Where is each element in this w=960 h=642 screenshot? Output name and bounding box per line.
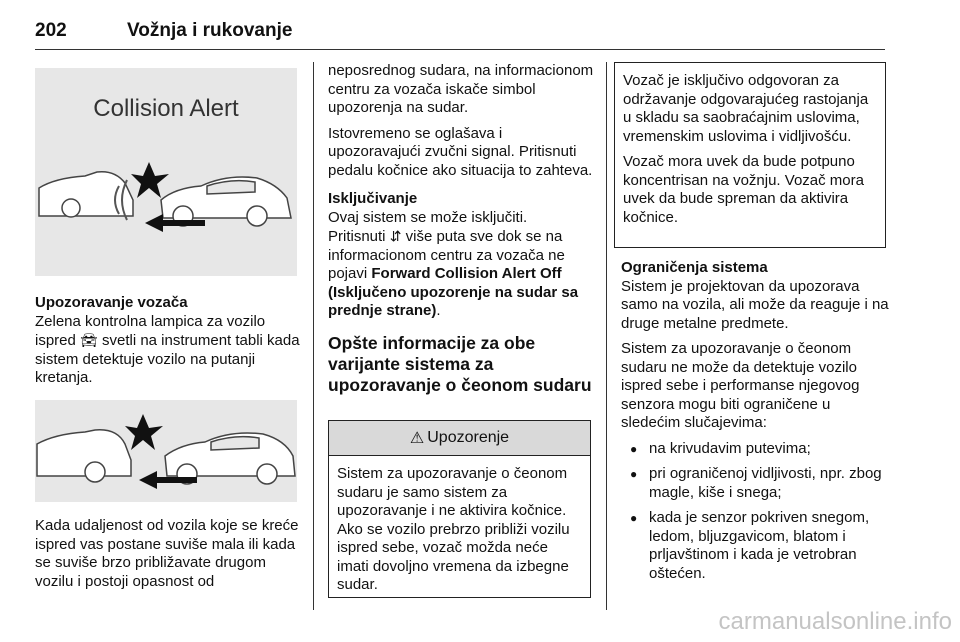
bullet-list bbox=[621, 440, 889, 584]
chapter-title: Vožnja i rukovanje bbox=[127, 20, 293, 41]
list-item: ● pri ograničenoj vidljivosti, npr. zbog magle, kiše i snega; bbox=[621, 465, 889, 502]
paragraph-text: Pritisnuti bbox=[328, 228, 386, 245]
column-divider-2 bbox=[606, 62, 607, 610]
message-text: Forward Collision Alert Off (Isključeno upozorenje na sudar sa prednje strane) bbox=[328, 265, 579, 319]
note-paragraph-1: Vozač je isključivo odgovoran za održavanje odgovarajućeg rastojanja u skladu sa saobraćajnim uslovima, vremenskim uslovima i vidljivošću. bbox=[623, 72, 869, 145]
collision-alert-graphic bbox=[35, 68, 297, 276]
warning-triangle-icon: ⚠ bbox=[409, 430, 425, 447]
warning-box bbox=[328, 420, 591, 598]
page-number: 202 bbox=[35, 20, 67, 41]
paragraph-warning-symbol: neposrednog sudara, na informacionom centru za vozača iskače simbol upozorenja na sudar. bbox=[328, 62, 594, 116]
note-box bbox=[614, 62, 886, 248]
collision-alert-button-icon: ⇵ bbox=[389, 228, 402, 244]
col2-text bbox=[328, 62, 596, 405]
subhead-deactivation: Isključivanje bbox=[328, 190, 418, 207]
car-front-icon: 🚘︎ bbox=[80, 332, 98, 348]
subhead-system-limits: Ograničenja sistema bbox=[621, 259, 768, 276]
collision-alert-title: Collision Alert bbox=[93, 95, 239, 122]
paragraph-distance: Kada udaljenost od vozila koje se kreće ispred vas postane suviše mala ili kada se suviše brzo približavate drugom vozilu i postoji opasnost od bbox=[35, 517, 299, 590]
subhead-driver-warning: Upozoravanje vozača bbox=[35, 294, 188, 311]
list-item: ● kada je senzor pokriven snegom, ledom, bljuzgavicom, blatom i prljavštinom i kada je vetrobran oštećen. bbox=[621, 509, 889, 583]
warning-header bbox=[329, 421, 590, 456]
car-icon bbox=[165, 433, 295, 484]
collision-alert-illustration bbox=[35, 68, 297, 276]
collision-star-icon bbox=[125, 414, 163, 450]
paragraph-text: Sistem je projektovan da upozorava samo na vozila, ali može da reaguje i na druge metalne predmete. bbox=[621, 277, 889, 332]
warning-text: Sistem za upozoravanje o čeonom sudaru je samo sistem za upozoravanje i ne aktivira kočnice. Ako se vozilo prebrzo približi vozilu ispred sebe, vozač možda neće imati dovoljno vremena da izbegne sudar. bbox=[337, 465, 570, 593]
col1-lower-text bbox=[35, 517, 300, 598]
paragraph-indicator bbox=[35, 313, 300, 388]
car-icon bbox=[37, 430, 131, 482]
paragraph-limitations: Sistem za upozoravanje o čeonom sudaru ne može da detektuje vozilo ispred sebe i performanse njegovog senzora mogu biti ograničene u sledećim slučajevima: bbox=[621, 340, 860, 431]
collision-star-icon bbox=[131, 162, 169, 198]
subsection-deactivation bbox=[328, 190, 596, 321]
watermark: carmanualsonline.info bbox=[718, 608, 952, 635]
paragraph-text: Zelena kontrolna lampica za vozilo ispred bbox=[35, 312, 266, 349]
paragraph-text: . bbox=[436, 302, 441, 319]
paragraph-audible-signal: Istovremeno se oglašava i upozoravajući zvučni signal. Pritisnuti pedalu kočnice ako situacija to zahteva. bbox=[328, 124, 593, 179]
col1-upper-text bbox=[35, 294, 300, 395]
paragraph-text: više puta sve dok se na informacionom centru za vozača ne pojavi bbox=[328, 228, 565, 282]
column-divider-1 bbox=[313, 62, 314, 610]
note-paragraph-2: Vozač mora uvek da bude potpuno koncentrisan na vožnju. Vozač mora uvek da bude spreman da aktivira kočnice. bbox=[623, 153, 864, 226]
col3-text bbox=[621, 259, 889, 590]
car-icon bbox=[39, 172, 133, 217]
vehicle-approach-graphic bbox=[35, 400, 297, 502]
warning-title: Upozorenje bbox=[427, 429, 510, 446]
list-item: ● na krivudavim putevima; bbox=[621, 440, 889, 459]
page-header bbox=[35, 14, 885, 50]
paragraph-text: Ovaj sistem se može isključiti. bbox=[328, 208, 528, 226]
car-icon bbox=[161, 177, 291, 226]
vehicle-approach-illustration bbox=[35, 400, 297, 502]
paragraph-text: svetli na instrument tabli kada sistem detektuje vozilo na putanji kretanja. bbox=[35, 332, 300, 386]
subsection-limits bbox=[621, 259, 889, 333]
section-title: Opšte informacije za obe varijante sistema za upozoravanje o čeonom sudaru bbox=[328, 332, 592, 395]
